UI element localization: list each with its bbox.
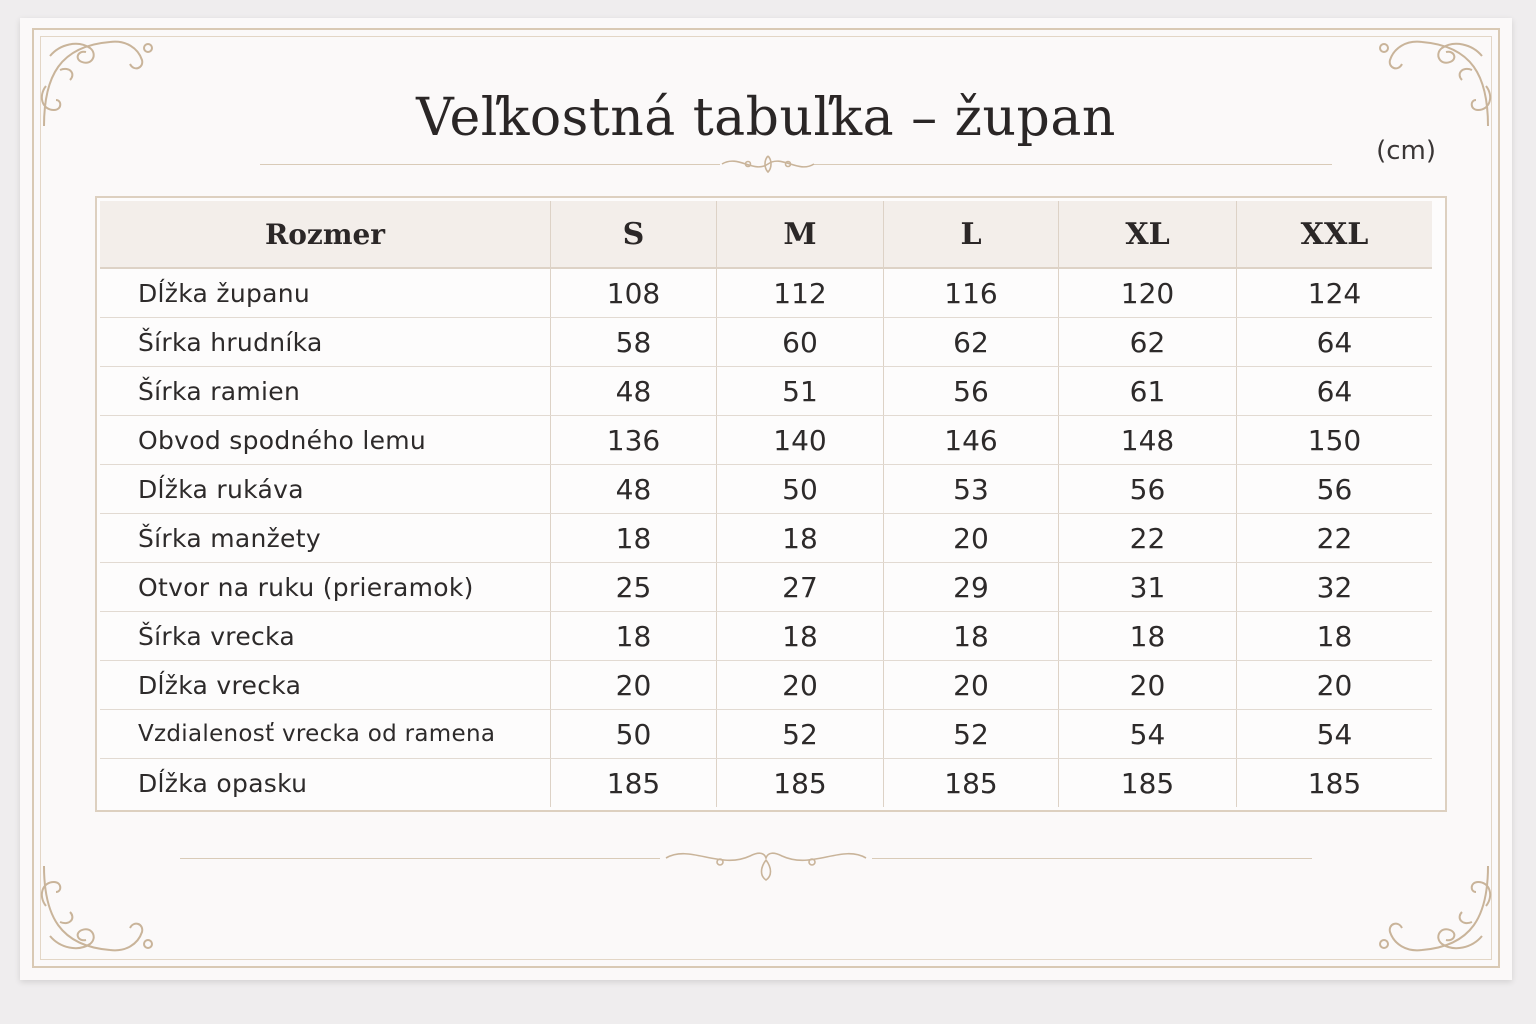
table-cell: 18 — [1059, 612, 1237, 661]
table-cell: 20 — [1237, 661, 1433, 710]
row-label: Dĺžka županu — [100, 268, 551, 318]
table-cell: 18 — [551, 514, 717, 563]
table-cell: 185 — [884, 759, 1059, 808]
table-cell: 20 — [884, 661, 1059, 710]
row-label: Dĺžka rukáva — [100, 465, 551, 514]
column-header: Rozmer — [100, 201, 551, 268]
table-cell: 136 — [551, 416, 717, 465]
table-cell: 25 — [551, 563, 717, 612]
row-label: Dĺžka opasku — [100, 759, 551, 808]
table-cell: 62 — [1059, 318, 1237, 367]
table-cell: 20 — [884, 514, 1059, 563]
size-table — [95, 196, 1447, 812]
table-cell: 51 — [717, 367, 884, 416]
table-cell: 48 — [551, 465, 717, 514]
table-cell: 150 — [1237, 416, 1433, 465]
table-cell: 56 — [1237, 465, 1433, 514]
table-cell: 54 — [1059, 710, 1237, 759]
table-cell: 20 — [551, 661, 717, 710]
divider — [260, 164, 720, 165]
table-cell: 56 — [1059, 465, 1237, 514]
column-header: XL — [1059, 201, 1237, 268]
flourish-icon — [718, 148, 818, 184]
table-cell: 18 — [1237, 612, 1433, 661]
column-header: S — [551, 201, 717, 268]
row-label: Vzdialenosť vrecka od ramena — [100, 710, 551, 759]
table-cell: 32 — [1237, 563, 1433, 612]
divider — [872, 858, 1312, 859]
table-cell: 120 — [1059, 268, 1237, 318]
table-cell: 58 — [551, 318, 717, 367]
row-label: Dĺžka vrecka — [100, 661, 551, 710]
table-cell: 148 — [1059, 416, 1237, 465]
table-cell: 50 — [717, 465, 884, 514]
table-cell: 108 — [551, 268, 717, 318]
table-cell: 56 — [884, 367, 1059, 416]
table-cell: 124 — [1237, 268, 1433, 318]
table-row — [100, 759, 1432, 808]
column-header: M — [717, 201, 884, 268]
table-row — [100, 416, 1432, 465]
row-label: Šírka hrudníka — [100, 318, 551, 367]
table-row — [100, 318, 1432, 367]
divider — [812, 164, 1332, 165]
table-cell: 50 — [551, 710, 717, 759]
table-row — [100, 563, 1432, 612]
table-row — [100, 367, 1432, 416]
size-chart-card — [20, 18, 1512, 980]
flourish-icon — [660, 840, 872, 888]
table-cell: 64 — [1237, 318, 1433, 367]
table-cell: 22 — [1237, 514, 1433, 563]
table-cell: 31 — [1059, 563, 1237, 612]
table-cell: 185 — [1307, 766, 1362, 800]
table-cell: 48 — [551, 367, 717, 416]
table-row — [100, 465, 1432, 514]
table-cell: 60 — [717, 318, 884, 367]
table-row — [100, 268, 1432, 318]
table-cell: 18 — [884, 612, 1059, 661]
table-cell: 185 — [717, 759, 884, 808]
row-label: Šírka ramien — [100, 367, 551, 416]
divider — [180, 858, 660, 859]
table-cell: 52 — [884, 710, 1059, 759]
table-cell: 116 — [884, 268, 1059, 318]
table-cell: 53 — [884, 465, 1059, 514]
table-cell: 27 — [717, 563, 884, 612]
table-cell: 185 — [551, 759, 717, 808]
corner-ornament-icon — [1372, 856, 1502, 966]
table-cell: 146 — [884, 416, 1059, 465]
table-cell: 112 — [717, 268, 884, 318]
table-row — [100, 710, 1432, 759]
row-label: Obvod spodného lemu — [100, 416, 551, 465]
table-cell: 52 — [717, 710, 884, 759]
column-header: XXL — [1237, 201, 1433, 268]
table-cell: 20 — [717, 661, 884, 710]
unit-label: (cm) — [1376, 136, 1436, 166]
corner-ornament-icon — [30, 856, 160, 966]
table-cell: 18 — [717, 514, 884, 563]
table-header-row — [100, 201, 1432, 268]
row-label: Šírka vrecka — [100, 612, 551, 661]
table-row — [100, 612, 1432, 661]
table-cell: 18 — [717, 612, 884, 661]
table-cell: 20 — [1059, 661, 1237, 710]
row-label: Šírka manžety — [100, 514, 551, 563]
row-label: Otvor na ruku (prieramok) — [100, 563, 551, 612]
table-row — [100, 514, 1432, 563]
table-cell: 61 — [1059, 367, 1237, 416]
table-cell: 54 — [1237, 710, 1433, 759]
table-cell: 18 — [551, 612, 717, 661]
column-header: L — [884, 201, 1059, 268]
table-cell: 185 — [1059, 759, 1237, 808]
table-cell: 64 — [1237, 367, 1433, 416]
page-title: Veľkostná tabuľka – župan — [416, 88, 1116, 148]
table-cell: 62 — [884, 318, 1059, 367]
table-cell: 29 — [884, 563, 1059, 612]
table-cell: 22 — [1059, 514, 1237, 563]
table-row — [100, 661, 1432, 710]
table-cell: 140 — [717, 416, 884, 465]
